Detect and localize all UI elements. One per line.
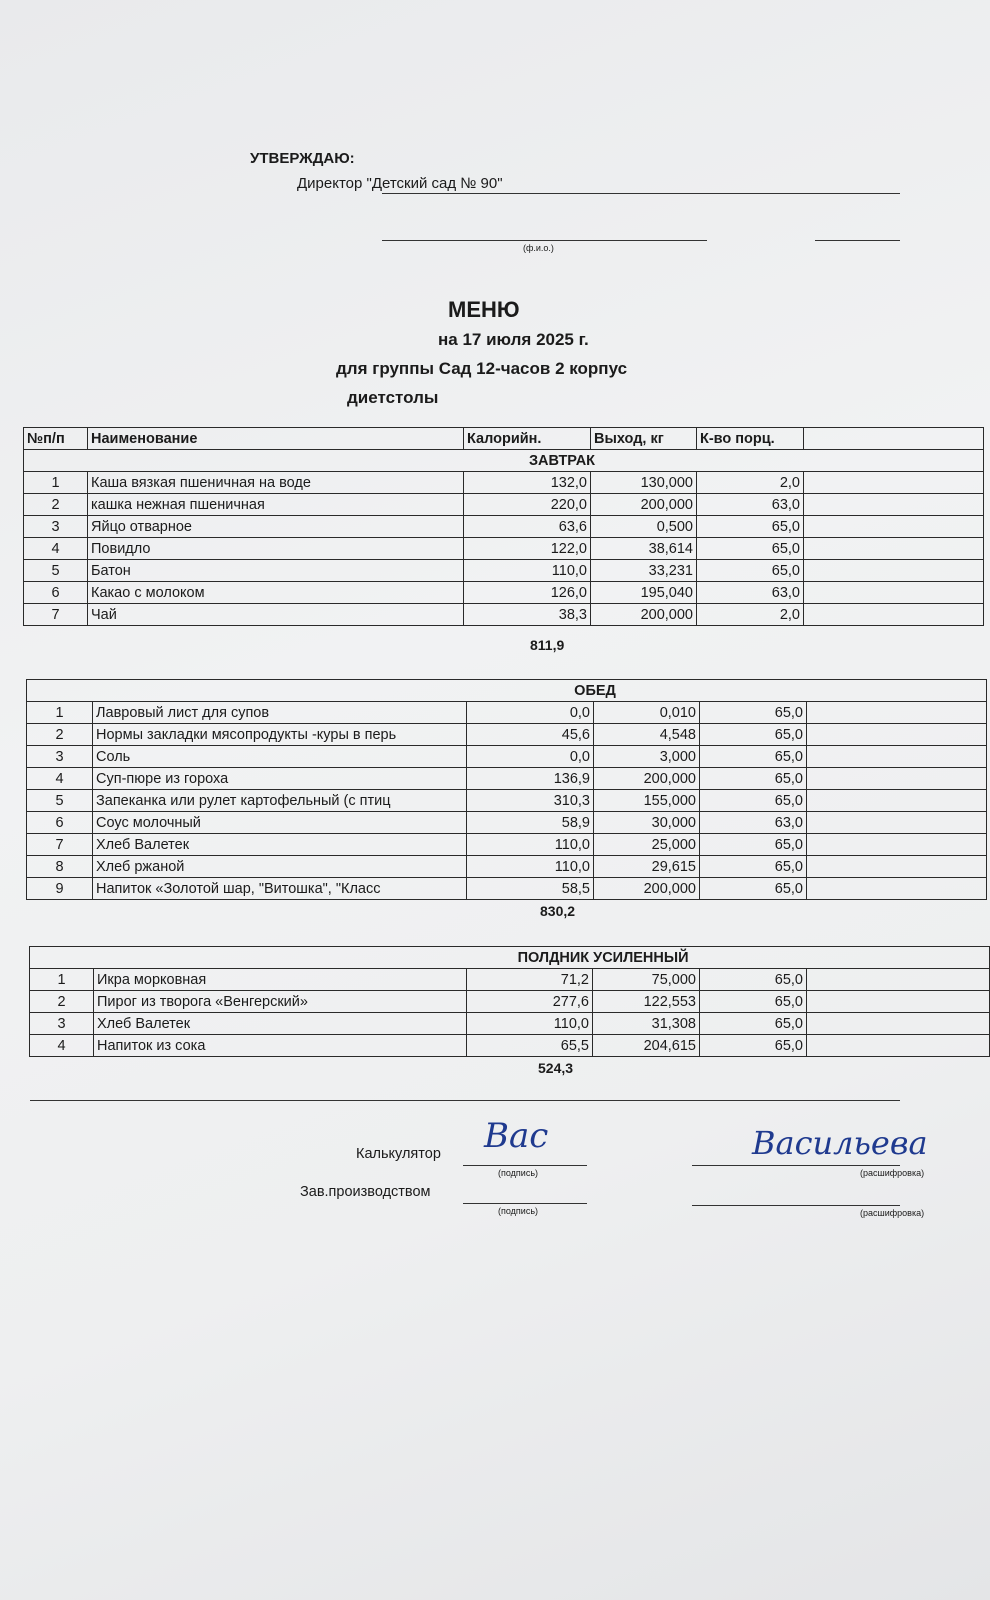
table-row [24,516,984,538]
calculator-signature-line [463,1165,587,1166]
lunch-total: 830,2 [540,903,576,919]
cell-calories: 58,5 [467,878,594,900]
cell-portions: 65,0 [697,538,804,560]
cell-number: 4 [24,538,88,560]
cell-number: 2 [24,494,88,516]
table-row [27,702,987,724]
col-header-portions: К-во порц. [697,428,804,450]
breakfast-total: 811,9 [530,637,565,653]
cell-calories: 220,0 [464,494,591,516]
section-row [24,450,984,472]
col-header-number: №п/п [24,428,88,450]
cell-portions: 65,0 [700,724,807,746]
cell-calories: 122,0 [464,538,591,560]
cell-yield: 200,000 [594,878,700,900]
cell-calories: 126,0 [464,582,591,604]
table-header-row [24,428,984,450]
cell-portions: 65,0 [700,1035,807,1057]
cell-number: 1 [24,472,88,494]
approve-heading: УТВЕРЖДАЮ: [250,150,355,167]
cell-yield: 30,000 [594,812,700,834]
cell-yield: 195,040 [591,582,697,604]
cell-name: Суп-пюре из гороха [93,768,467,790]
cell-name: Соус молочный [93,812,467,834]
cell-portions: 63,0 [700,812,807,834]
cell-yield: 0,500 [591,516,697,538]
col-header-calories: Калорийн. [464,428,591,450]
production-signature-line [463,1203,587,1204]
cell-number: 7 [27,834,93,856]
sign-caption: (подпись) [498,1206,539,1216]
cell-yield: 25,000 [594,834,700,856]
cell-name: Хлеб ржаной [93,856,467,878]
cell-calories: 71,2 [467,969,593,991]
cell-calories: 310,3 [467,790,594,812]
cell-portions: 65,0 [700,1013,807,1035]
cell-yield: 200,000 [591,494,697,516]
cell-portions: 65,0 [697,516,804,538]
menu-diet: диетстолы [347,388,439,407]
cell-number: 4 [30,1035,94,1057]
cell-number: 1 [30,969,94,991]
cell-yield: 200,000 [594,768,700,790]
table-row [27,834,987,856]
production-name-line [692,1205,900,1206]
cell-calories: 110,0 [467,856,594,878]
menu-group: для группы Сад 12-часов 2 корпус [336,359,628,378]
cell-number: 9 [27,878,93,900]
cell-calories: 277,6 [467,991,593,1013]
cell-yield: 29,615 [594,856,700,878]
cell-name: Хлеб Валетек [94,1013,467,1035]
cell-name: Каша вязкая пшеничная на воде [88,472,464,494]
cell-name: Какао с молоком [88,582,464,604]
cell-calories: 65,5 [467,1035,593,1057]
cell-yield: 200,000 [591,604,697,626]
col-header-yield: Выход, кг [591,428,697,450]
cell-calories: 58,9 [467,812,594,834]
cell-yield: 75,000 [593,969,700,991]
cell-number: 8 [27,856,93,878]
table-row [24,604,984,626]
fio-line [382,240,707,241]
page-title: МЕНЮ [448,297,520,322]
table-row [27,856,987,878]
cell-calories: 110,0 [467,1013,593,1035]
production-head-label: Зав.производством [300,1184,431,1200]
cell-yield: 38,614 [591,538,697,560]
table-row [24,582,984,604]
table-row [30,991,990,1013]
cell-number: 5 [24,560,88,582]
section-title: ЗАВТРАК [24,450,984,472]
bottom-divider [30,1100,900,1101]
cell-portions: 65,0 [697,560,804,582]
cell-name: Соль [93,746,467,768]
cell-calories: 110,0 [464,560,591,582]
section-row [27,680,987,702]
decode-caption: (расшифровка) [860,1208,925,1218]
snack-total: 524,3 [538,1060,574,1076]
calculator-name-handwritten: Васильева [752,1124,928,1162]
cell-portions: 65,0 [700,878,807,900]
cell-yield: 33,231 [591,560,697,582]
cell-name: Нормы закладки мясопродукты -куры в перь [93,724,467,746]
calculator-signature: Вас [484,1116,549,1156]
director-line: Директор "Детский сад № 90" [297,175,503,192]
cell-name: Напиток «Золотой шар, "Витошка", "Класс [93,878,467,900]
cell-calories: 0,0 [467,702,594,724]
sign-caption: (подпись) [498,1168,539,1178]
breakfast-table [23,427,984,626]
decode-caption: (расшифровка) [860,1168,925,1178]
cell-portions: 63,0 [697,494,804,516]
director-underline [382,193,900,194]
calculator-name-line [692,1165,900,1166]
cell-number: 6 [24,582,88,604]
cell-portions: 2,0 [697,472,804,494]
cell-yield: 204,615 [593,1035,700,1057]
snack-table [29,946,990,1057]
lunch-table [26,679,987,900]
section-row [30,947,990,969]
cell-yield: 130,000 [591,472,697,494]
cell-yield: 122,553 [593,991,700,1013]
table-row [30,1013,990,1035]
cell-portions: 65,0 [700,834,807,856]
cell-portions: 63,0 [697,582,804,604]
cell-number: 3 [30,1013,94,1035]
cell-name: Яйцо отварное [88,516,464,538]
table-row [24,494,984,516]
cell-name: Напиток из сока [94,1035,467,1057]
table-row [24,538,984,560]
cell-name: кашка нежная пшеничная [88,494,464,516]
cell-yield: 155,000 [594,790,700,812]
cell-number: 7 [24,604,88,626]
table-row [30,1035,990,1057]
cell-portions: 2,0 [697,604,804,626]
table-row [30,969,990,991]
cell-calories: 136,9 [467,768,594,790]
table-row [27,812,987,834]
cell-calories: 132,0 [464,472,591,494]
cell-calories: 38,3 [464,604,591,626]
cell-portions: 65,0 [700,969,807,991]
menu-date: на 17 июля 2025 г. [438,330,589,349]
signature-line-top [815,240,900,241]
cell-name: Повидло [88,538,464,560]
cell-calories: 45,6 [467,724,594,746]
cell-name: Пирог из творога «Венгерский» [94,991,467,1013]
table-row [24,472,984,494]
cell-portions: 65,0 [700,790,807,812]
fio-caption: (ф.и.о.) [523,243,554,253]
table-row [27,790,987,812]
cell-yield: 3,000 [594,746,700,768]
table-row [27,878,987,900]
cell-portions: 65,0 [700,856,807,878]
cell-portions: 65,0 [700,702,807,724]
table-row [24,560,984,582]
cell-calories: 0,0 [467,746,594,768]
cell-number: 5 [27,790,93,812]
cell-name: Хлеб Валетек [93,834,467,856]
table-row [27,746,987,768]
cell-name: Икра морковная [94,969,467,991]
cell-calories: 110,0 [467,834,594,856]
cell-yield: 0,010 [594,702,700,724]
cell-number: 6 [27,812,93,834]
cell-number: 3 [24,516,88,538]
table-row [27,724,987,746]
cell-portions: 65,0 [700,768,807,790]
cell-number: 3 [27,746,93,768]
section-title: ОБЕД [27,680,987,702]
cell-yield: 4,548 [594,724,700,746]
section-title: ПОЛДНИК УСИЛЕННЫЙ [30,947,990,969]
cell-name: Батон [88,560,464,582]
cell-portions: 65,0 [700,991,807,1013]
cell-number: 1 [27,702,93,724]
table-row [27,768,987,790]
cell-name: Чай [88,604,464,626]
col-header-name: Наименование [88,428,464,450]
cell-number: 4 [27,768,93,790]
cell-yield: 31,308 [593,1013,700,1035]
cell-portions: 65,0 [700,746,807,768]
cell-number: 2 [30,991,94,1013]
cell-calories: 63,6 [464,516,591,538]
calculator-label: Калькулятор [356,1146,441,1162]
cell-name: Лавровый лист для супов [93,702,467,724]
cell-name: Запеканка или рулет картофельный (с птиц [93,790,467,812]
cell-number: 2 [27,724,93,746]
